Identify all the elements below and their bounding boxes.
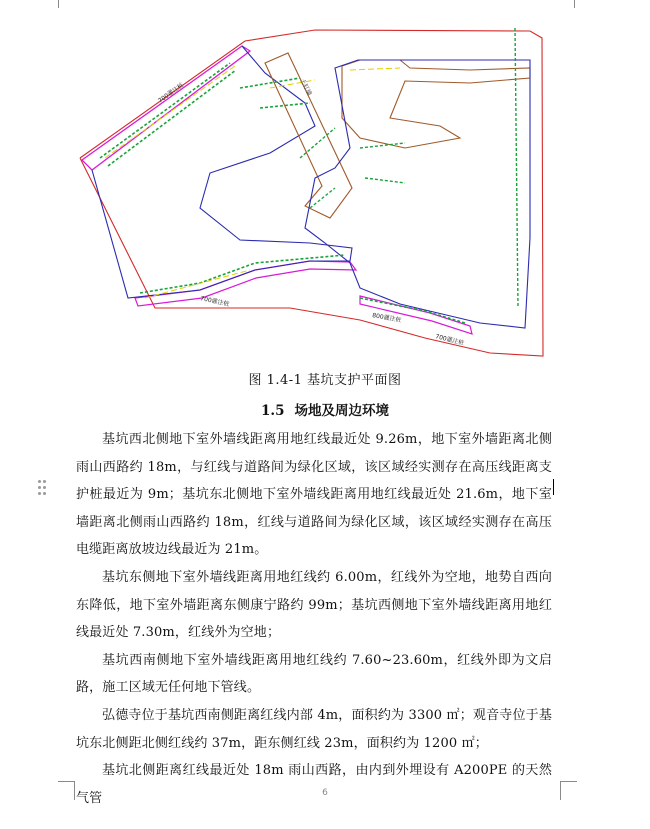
east-pit-outline <box>305 60 530 328</box>
east-pit-nail-wall <box>342 60 530 148</box>
label-soil-nail-wall: 土钉墙 <box>298 77 313 97</box>
paragraph-4: 弘德寺位于基坑西南侧距离红线内部 4m，面积约为 3300 ㎡；观音寺位于基坑东北侧距北侧红线约 37m，距东侧红线 23m，面积约为 1200 ㎡； <box>76 707 552 751</box>
paragraph-1: 基坑西北侧地下室外墙线距离用地红线最近处 9.26m，地下室外墙距离北侧雨山西路约 18m，与红线与道路间为绿化区域，该区域经实测存在高压线距离支护桩最近为 9m；基坑东北侧地下室外墙线距离用地红线最近处 21.6m，地下室墙距离北侧雨山西路约 18m，红线与道路间为绿化区域，该区域经实测存在高压电缆距离放坡边线最近为 21m。 <box>76 432 552 558</box>
section-number: 1.5 <box>261 403 285 419</box>
drag-handle-icon[interactable] <box>38 480 48 496</box>
section-heading <box>0 399 650 419</box>
paragraph-3: 基坑西南侧地下室外墙线距离用地红线约 7.60~23.60m，红线外即为文启路，施工区域无任何地下管线。 <box>76 652 552 696</box>
label-pile-700-top: 700灌注桩 <box>157 81 186 105</box>
support-hatch-north <box>100 63 310 166</box>
pile-line-northwest <box>82 46 250 170</box>
soil-nail-wall <box>265 53 352 218</box>
figure-caption: 图 1.4-1 基坑支护平面图 <box>248 373 402 388</box>
support-hatch-south <box>140 255 465 323</box>
pile-line-south <box>135 261 356 309</box>
paragraph-5: 基坑北侧距离红线最近处 18m 雨山西路，由内到外埋设有 A200PE 的天然气管 <box>76 763 552 806</box>
text-cursor <box>553 479 554 495</box>
label-pile-700-bottom: 700灌注桩 <box>199 295 230 309</box>
label-pile-800: 800灌注桩 <box>371 312 402 325</box>
paragraph-2: 基坑东侧地下室外墙线距离用地红线约 6.00m，红线外为空地，地势自西向东降低，地下室外墙距离东侧康宁路约 99m；基坑西侧地下室外墙线距离用地红线最近处 7.30m，红线外为空地； <box>76 569 552 641</box>
page-number: 6 <box>322 788 328 798</box>
label-pile-700-right: 700灌注桩 <box>434 333 465 348</box>
excavation-support-plan <box>60 8 560 360</box>
body-text[interactable] <box>76 426 552 812</box>
corner-mark-top-left <box>58 0 59 8</box>
corner-mark-top-right <box>574 0 575 8</box>
section-title: 场地及周边环境 <box>294 403 389 419</box>
